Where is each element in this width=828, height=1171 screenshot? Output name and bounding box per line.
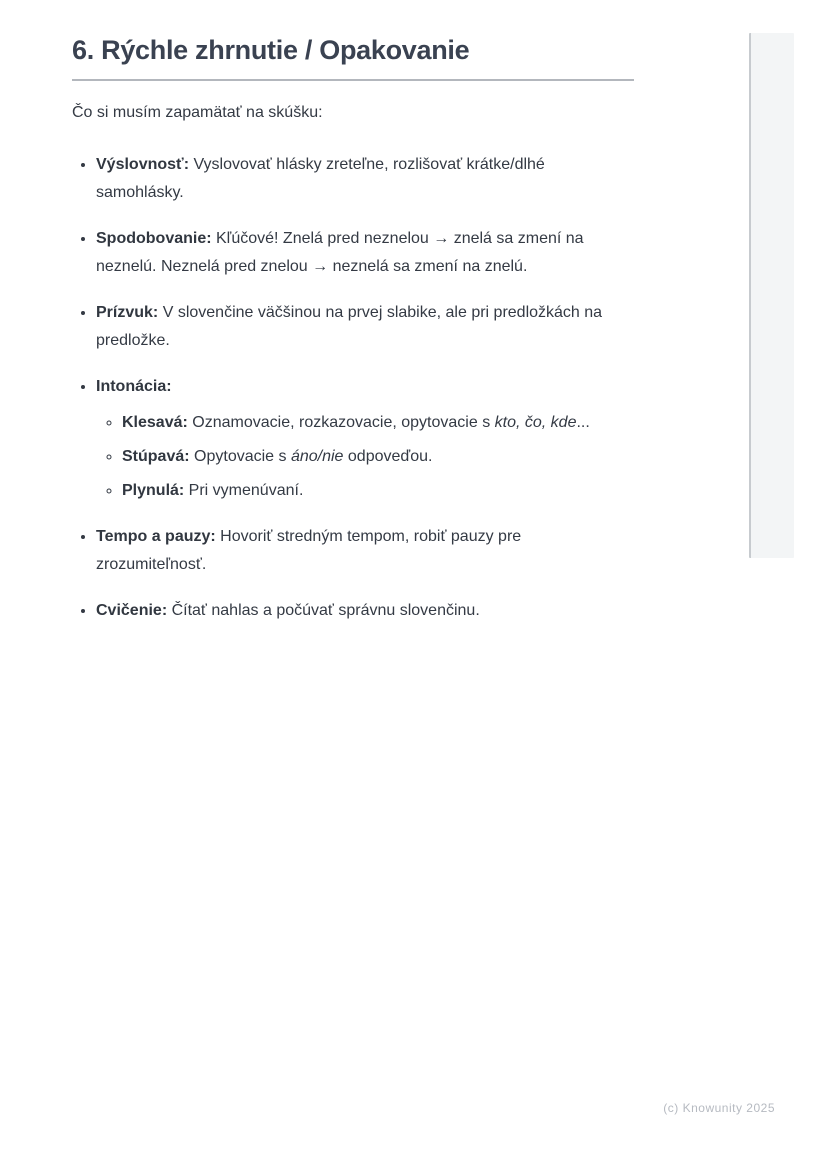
note-content [72,34,634,625]
copyright-footer: (c) Knowunity 2025 [663,1101,775,1115]
sub-item-suffix: odpoveďou. [343,448,433,465]
sub-item-italic-text: áno/nie [290,448,344,465]
list-item-intonacia [96,373,634,505]
item-label: Spodobovanie: [96,230,212,247]
list-item-vyslovnost [96,151,634,207]
intonacia-sub-list [96,409,634,505]
sub-item-label: Stúpavá: [122,448,190,465]
sub-item-text: Opytovacie s [189,448,291,465]
intro-text: Čo si musím zapamätať na skúšku: [72,104,323,121]
sub-item-label: Klesavá: [122,414,188,431]
item-label: Výslovnosť: [96,156,190,173]
summary-list [72,151,634,625]
scrollbar-track[interactable] [749,33,794,558]
sub-item-klesava [122,409,634,437]
sub-item-suffix: ... [576,414,590,431]
item-label: Cvičenie: [96,602,168,619]
item-label: Intonácia: [96,378,172,395]
sub-item-italic-text: kto, čo, kde [494,414,577,431]
sub-item-text: Pri vymenúvaní. [184,482,304,499]
item-text: Čítať nahlas a počúvať správnu slovenčinu. [167,602,480,619]
sub-item-text: Oznamovacie, rozkazovacie, opytovacie s [187,414,495,431]
sub-item-label: Plynulá: [122,482,185,499]
item-label: Prízvuk: [96,304,159,321]
item-text: V slovenčine väčšinou na prvej slabike, ale pri predložkách na predložke. [96,304,603,349]
item-text: Vyslovovať hlásky zreteľne, rozlišovať krátke/dlhé samohlásky. [96,156,545,201]
list-item-prizvuk [96,299,634,355]
item-text: Kľúčové! Znelá pred neznelou → znelá sa zmení na neznelú. Neznelá pred znelou → neznelá sa zmení na znelú. [96,230,584,275]
list-item-spodobovanie [96,225,634,281]
item-text: Hovoriť stredným tempom, robiť pauzy pre zrozumiteľnosť. [96,528,522,573]
list-item-tempo [96,523,634,579]
list-item-cvicenie [96,597,634,625]
item-label: Tempo a pauzy: [96,528,216,545]
page-title: 6. Rýchle zhrnutie / Opakovanie [72,35,470,65]
title-divider [72,79,634,81]
sub-item-stupava [122,443,634,471]
sub-item-plynula [122,477,634,505]
